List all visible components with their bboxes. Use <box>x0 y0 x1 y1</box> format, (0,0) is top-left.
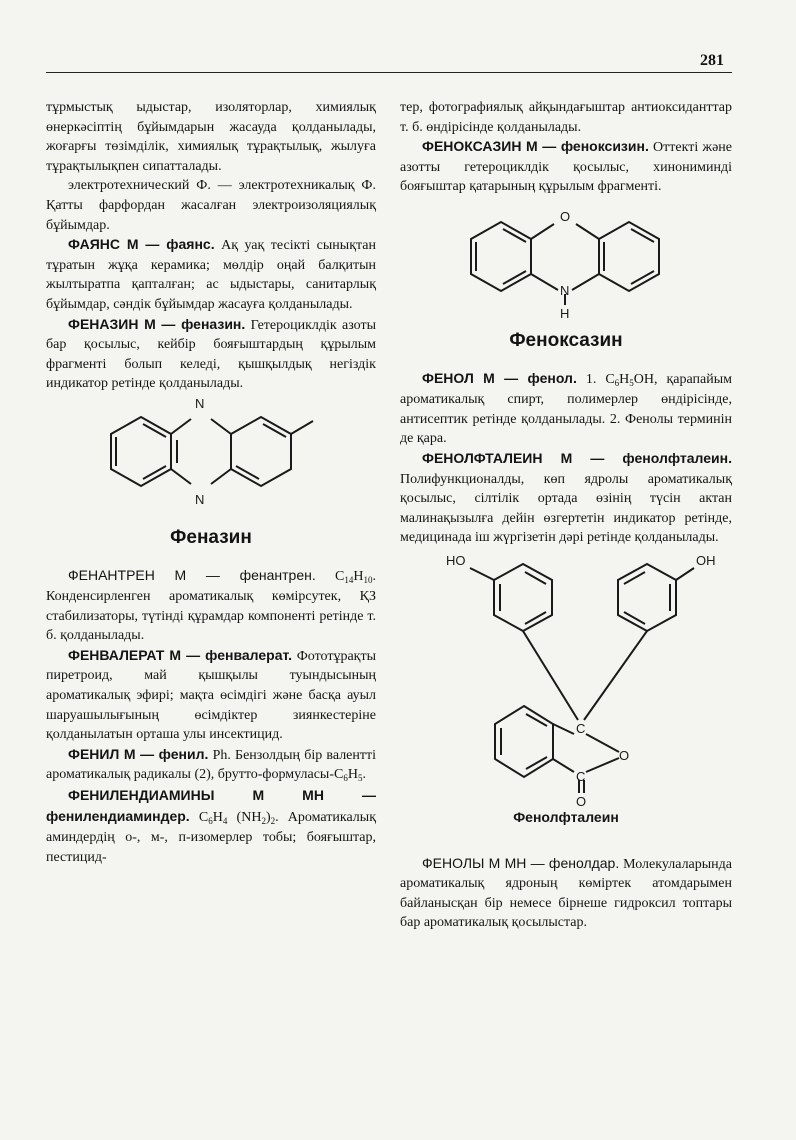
electrotechnical-paragraph: электротехнический Ф. — электротехникалық Ф. Қатты фарфордан жасалған электроизоляциялық бұйымдар. <box>46 178 376 233</box>
hydroxyl-label: HO <box>446 552 466 568</box>
nitrogen-label: N <box>195 395 205 411</box>
entry-term: ФЕНИЛ М — фенил. <box>68 745 209 762</box>
phenoxazine-ring-middle <box>531 224 599 290</box>
phenolphthalein-structure <box>406 548 726 808</box>
oxygen-label: O <box>560 208 571 224</box>
nitrogen-label: N <box>195 491 205 507</box>
entry-term: ФЕНВАЛЕРАТ М — фенвалерат. <box>68 646 293 663</box>
formula: $C_{14}H_{10}$ <box>335 568 373 585</box>
entry-text: Ақ уақ тесікті сынықтан тұратын жұқа керамика; мөлдір оңай балқитын жылтыратпа қапталған; ас ыдыстары, санитарлық бұйымдар, сәндік бұйымдар жасауға қолданылады. <box>46 238 377 312</box>
formula: $C_6H_4$ $(NH_2)_2$ <box>198 809 276 826</box>
entry-phenanthrene <box>46 566 376 646</box>
entry-text: Молекулаларында ароматикалық ядроның көміртек атомдарымен байланысқан бір немесе бірнеше гидроксил топтары бар ароматикалық қосылыстар. <box>400 856 733 931</box>
figure-caption: Феноксазин <box>509 329 623 351</box>
header-rule <box>46 72 732 73</box>
entry-phenoxazine <box>400 137 732 197</box>
phenolphthalein-benzo-ring <box>495 706 553 777</box>
continued-paragraph: тұрмыстық ыдыстар, изоляторлар, химиялық өнеркәсіптің бұйымдарын жасауда қолданылады, жоғарғы төзімділік, химиялық тұрақтылық, жылуға тұрақтылықпен сипатталады. <box>46 100 376 174</box>
phenoxazine-structure <box>451 197 681 327</box>
entry-term: ФЕНОЛФТАЛЕИН М — фенолфталеин. <box>422 449 732 466</box>
entry-phenolphthalein <box>400 449 732 548</box>
entry-text: Ph. Бензолдың бір валентті ароматикалық радикалы (2), брутто-формуласы-C <box>46 747 377 783</box>
entry-text: Фототұрақты пиретроид, май қышқылы туындысының ароматикалық эфирі; мақта өсімдігі және басқа ауыл шаруашылығының өсімдіктер зиянкестеріне қолданылатын орташа улы инсектицид. <box>46 648 376 743</box>
hydroxyl-label: OH <box>696 552 716 568</box>
entry-term: ФЕНИЛЕНДИАМИНЫ М МН — фенилендиаминдер. <box>46 787 376 824</box>
formula: $C_6H_5OH$ <box>605 371 655 388</box>
oxygen-label: O <box>576 793 587 808</box>
figure-caption: Фенолфталеин <box>513 808 619 825</box>
entry-fenvalerate <box>46 646 376 745</box>
phenazine-ring-middle <box>171 419 231 484</box>
oxygen-label: O <box>619 747 630 763</box>
phenazine-structure <box>81 394 341 524</box>
entry-text: . Ароматикалық аминдердің о-, м-, п-изомерлер тобы; бояғыштар, пестицид- <box>46 809 376 865</box>
entry-text: Полифункционалды, көп ядролы ароматикалық қосылыс, сілтілік ортада өзінің түсін актан малинақызылға дейін өзгертетін индикатор ретінде, медицинада іш жүргізетін дәрі ретінде қолданылады. <box>400 471 732 546</box>
left-column <box>46 98 376 867</box>
entry-text: , қарапайым ароматикалық спирт, полимерлер өндірісінде, антисептик ретінде қолданылады. 2. Фенолы терминін де қара. <box>400 371 733 447</box>
right-column <box>400 98 732 933</box>
entry-text: Оттекті және азотты гетероциклдік қосылыс, хинониминді бояғыштар қатарының құрылым фрагменті. <box>400 140 732 195</box>
page-number: 281 <box>700 52 724 69</box>
phenazine-ring-right <box>231 417 313 486</box>
phenoxazine-ring-right <box>599 222 659 291</box>
entry-phenol <box>400 369 732 449</box>
entry-phenylenediamines <box>46 786 376 867</box>
continued-paragraph: тер, фотографиялық айқындағыштар антиоксиданттар т. б. өндірісінде қолданылады. <box>400 100 732 135</box>
entry-phenazine <box>46 315 376 394</box>
hydrogen-label: H <box>560 305 570 321</box>
entry-text: . Конденсирленген ароматикалық көмірсутек, ҚЗ стабилизаторы, түтінді құрамдар компоненті ретінде т. б. қолданылады. <box>46 568 377 644</box>
phenazine-ring-left <box>111 417 171 486</box>
figure-caption: Феназин <box>170 526 252 548</box>
entry-fayans <box>46 235 376 314</box>
carbon-label: C <box>576 720 586 736</box>
carbon-label: C <box>576 768 586 784</box>
entry-term: ФЕНОКСАЗИН М — феноксизин. <box>422 138 649 155</box>
entry-term: ФЕНАЗИН М — феназин. <box>68 315 246 332</box>
entry-text: Гетероциклдік азоты бар қосылыс, кейбір бояғыштардың құрылым фрагменті болып келеді, қышқылдық негіздік индикатор ретінде қолданылады. <box>46 317 376 392</box>
entry-phenyl: ФЕНИЛ М — фенил. Ph. Бензолдың бір валентті ароматикалық радикалы (2), брутто-$формуласы-C_6H_5$. <box>46 745 377 784</box>
entry-term: ФЕНОЛ М — фенол. <box>422 369 577 386</box>
entry-term: ФЕНОЛЫ М МН — фенолдар. <box>422 854 620 871</box>
entry-number: 1. <box>585 371 597 387</box>
phenolphthalein-ring-left <box>470 564 552 631</box>
entry-term: ФЕНАНТРЕН М — фенантрен. <box>68 566 316 583</box>
phenolphthalein-ring-right <box>618 564 694 631</box>
nitrogen-label: N <box>560 282 570 298</box>
entry-term: ФАЯНС М — фаянс. <box>68 236 215 253</box>
phenoxazine-ring-left <box>471 222 531 291</box>
entry-phenols <box>400 854 732 933</box>
